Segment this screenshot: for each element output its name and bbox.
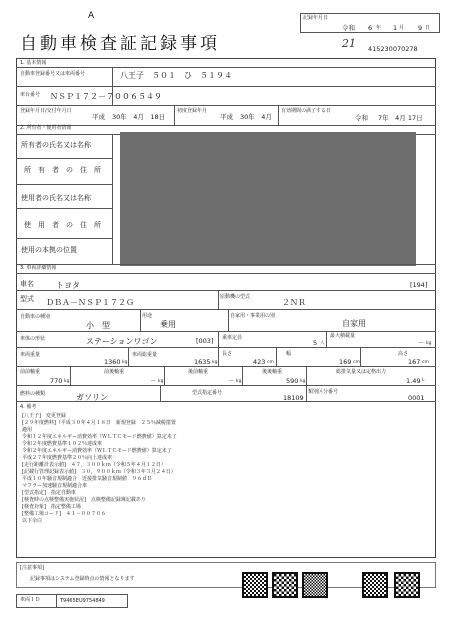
capacity-unit: 人 (320, 341, 325, 346)
reg-number-label: 自動車登録番号又は車両番号 (20, 71, 86, 77)
rear-axle-value: 590 (286, 377, 299, 385)
remark-line: 平成１０年騒音規制適合 近接排気騒音規制値 ９６ｄＢ (22, 476, 153, 482)
expiry-era: 令和 (355, 114, 368, 122)
remark-line: 以下余白 (22, 518, 43, 524)
front-axle-value: 770 (50, 377, 63, 385)
rear-axle-unit: kg (300, 379, 306, 384)
front-rear-axle-label: 前後軸重 (104, 369, 125, 375)
cert-value: 18109 (283, 394, 304, 402)
maker-label: 車名 (20, 280, 34, 288)
issue-year-unit: 年 (376, 25, 382, 31)
remark-line: [型式指定] 指定自動車 (22, 490, 76, 496)
remark-line: 平成２７年度燃費基準２０％向上達成車 (22, 455, 113, 461)
width-unit: cm (353, 360, 360, 365)
base-location-label: 使用の本拠の位置 (21, 246, 77, 254)
first-reg-label: 登録年月日/交付年月日 (20, 108, 72, 114)
cert-label: 型式指定番号 (192, 390, 223, 396)
maxload-value: － (418, 339, 425, 347)
car-id-label: 車両ＩＤ (20, 597, 41, 603)
remark-line: 令和２年度燃費基準１０２％達成車 (22, 441, 103, 447)
use-label: 用途 (142, 313, 153, 319)
vin-label: 車台番号 (20, 92, 41, 98)
notes-title: [注意事項] (20, 565, 44, 571)
vin-value: ＮＳＰ１７２－７００６５４９ (50, 92, 162, 101)
section3-title: 3. 車両詳細情報 (20, 265, 57, 271)
qr-code-3 (302, 572, 328, 598)
model-value: ＤＢＡ－ＮＳＰ１７２Ｇ (46, 298, 134, 307)
width-label: 幅 (286, 351, 292, 357)
engine-value: ２ＮＲ (282, 298, 306, 307)
issue-year: 6 (368, 24, 373, 32)
section2-title: 2. 所有者・使用者情報 (20, 125, 72, 131)
remark-line: [八王子] 変更登録 (22, 413, 66, 419)
body-value: ステーションワゴン (86, 337, 158, 346)
first-reg-era: 平成 (92, 113, 105, 121)
issue-month: 1 (393, 24, 398, 32)
displacement-unit: L (422, 378, 425, 383)
length-value: 423 (253, 358, 266, 366)
front-rear-axle-unit: kg (158, 379, 164, 384)
remark-line: [記載行管理記録表示値] ３０，９００ｋｍ（令和３年３月２４日） (22, 469, 176, 475)
rear-axle-label: 後後軸重 (262, 369, 283, 375)
remark-line: マフラー加速騒音規制適合車 (22, 483, 88, 489)
remarks-list (22, 414, 282, 526)
maxload-unit: kg (426, 341, 432, 346)
body-code: [003] (196, 337, 214, 345)
length-label: 長さ (222, 351, 233, 357)
remark-line: [検査対象] 指定整備工場 (22, 504, 81, 510)
section1-title: 1. 基本情報 (20, 60, 47, 66)
kind-label: 自動車の種別 (20, 314, 51, 320)
height-label: 高さ (398, 351, 409, 357)
remark-line: 令和１２年度エネルギー消費効率（ＷＬＴＣモード燃費値）算定未了 (22, 434, 177, 440)
class-value: 0001 (408, 394, 425, 402)
maker-code: [194] (410, 281, 428, 289)
user-name-label: 使用者の氏名又は名称 (21, 194, 91, 202)
displacement-value: 1.49 (406, 377, 421, 385)
gross-unit: kg (212, 360, 218, 365)
front-axle-unit: kg (64, 379, 70, 384)
front-rear-axle-value: － (150, 377, 157, 385)
model-label: 型式 (20, 295, 34, 303)
displacement-label: 総排気量又は定格出力 (336, 369, 387, 375)
private-use-label: 自家用・事業用の別 (230, 313, 276, 319)
weight-label: 車両重量 (20, 352, 41, 358)
page-title: 自動車検査証記録事項 (20, 34, 220, 54)
remark-line: [走行距離計表示値] ４７，３００ｋｍ（令和５年４月１２日） (22, 462, 166, 468)
remark-line: [検査時の点検整備実施状況] 点検整備記録簿記載あり (22, 497, 146, 503)
private-use-value: 自家用 (342, 319, 366, 328)
weight-value: 1360 (104, 358, 121, 366)
remark-line: [２９年度燃料]（平成３０年４月１８日 新規登録 ２５％減税措置 (22, 420, 176, 426)
front-axle-label: 前前軸重 (20, 369, 41, 375)
first-reg2-label: 初度登録年月 (177, 108, 208, 114)
class-label: 類別区分番号 (308, 389, 339, 395)
weight-unit: kg (122, 360, 128, 365)
height-value: 167 (408, 358, 421, 366)
remark-line: 適用 (22, 427, 33, 433)
rear-front-axle-value: － (228, 377, 235, 385)
fuel-value: ガソリン (76, 393, 108, 402)
length-unit: cm (267, 360, 274, 365)
user-address-label: 使 用 者 の 住 所 (24, 221, 101, 229)
marker-a: A (88, 11, 95, 21)
remark-line: [整備工場コード] ４１－００７０６ (22, 511, 106, 517)
document-number: 415230070278 (368, 45, 418, 53)
reg-number-value: 八王子 ５０１ ひ ５１９４ (120, 71, 232, 80)
first-reg-value: 30年 4月 18日 (112, 113, 166, 121)
qr-code-5 (394, 572, 420, 598)
section4-title: 4. 備考 (20, 404, 37, 410)
owner-address-label: 所 有 者 の 住 所 (24, 166, 101, 174)
capacity-value: 5 (313, 339, 318, 347)
issue-day: 9 (418, 24, 423, 32)
qr-code-1 (242, 572, 268, 598)
rear-front-axle-label: 後前軸重 (188, 369, 209, 375)
first-reg2-value: 30年 4月 (240, 113, 272, 121)
issue-month-unit: 月 (399, 25, 405, 31)
issue-era: 令和 (342, 24, 355, 32)
use-value: 乗用 (160, 320, 176, 329)
issue-date-label: 記録年月日 (303, 15, 329, 21)
owner-name-label: 所有者の氏名又は名称 (21, 141, 91, 149)
capacity-label: 乗車定員 (222, 335, 243, 341)
height-unit: cm (422, 360, 429, 365)
fuel-label: 燃料の種類 (20, 391, 46, 397)
gross-value: 1635 (194, 358, 211, 366)
kind-value: 小 型 (86, 321, 110, 330)
width-value: 169 (339, 358, 352, 366)
expiry-label: 有効期間の満了する日 (281, 108, 332, 114)
qr-code-4 (362, 572, 388, 598)
engine-label: 原動機の型式 (220, 294, 251, 300)
first-reg2-era: 平成 (220, 113, 233, 121)
qr-code-2 (272, 572, 298, 598)
handwritten-number: 21 (342, 37, 356, 50)
rear-front-axle-unit: kg (236, 379, 242, 384)
remark-line: 令和２年度エネルギー消費効率（ＷＬＴＣモード燃費値）算定未了 (22, 448, 172, 454)
car-id-value: T9465EU9754849 (60, 598, 105, 604)
redacted-owner-block (120, 132, 416, 266)
gross-label: 車両総重量 (132, 352, 158, 358)
issue-day-unit: 日 (425, 25, 431, 31)
body-label: 車体の形状 (20, 336, 46, 342)
notes-text: 記録事項はシステム登録時点の情報となります (30, 576, 135, 582)
maker-value: トヨタ (56, 281, 80, 290)
maxload-label: 最大積載量 (330, 333, 356, 339)
expiry-value: 7年 4月 17日 (378, 114, 423, 122)
